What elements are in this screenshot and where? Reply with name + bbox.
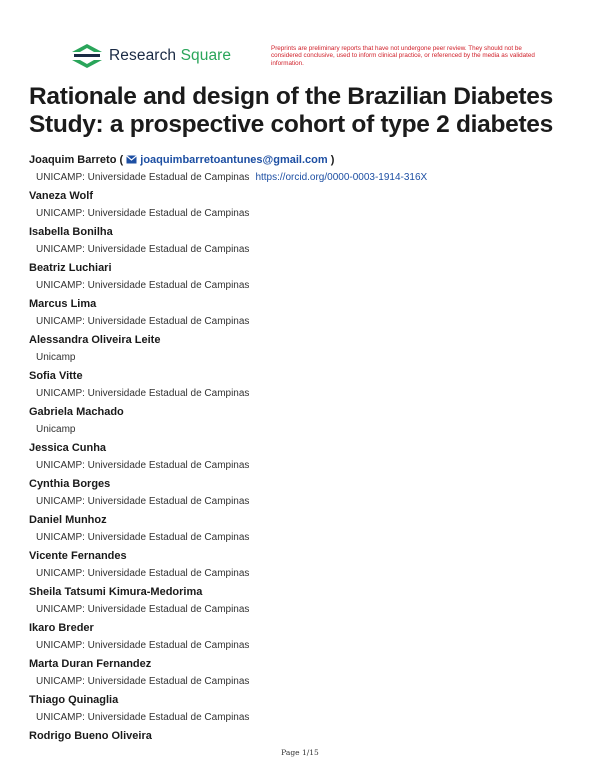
logo-word-research: Research bbox=[109, 47, 177, 64]
author-affiliation: UNICAMP: Universidade Estadual de Campinas bbox=[36, 532, 250, 543]
preprint-disclaimer: Preprints are preliminary reports that have not undergone peer review. They should not be considered conclusive, used to inform clinical practice, or referenced by the media as validated information. bbox=[271, 45, 535, 67]
author-entry bbox=[29, 475, 589, 511]
logo-wordmark bbox=[109, 47, 231, 65]
author-entry bbox=[29, 511, 589, 547]
email-open-paren: ( bbox=[119, 154, 124, 166]
author-affiliation: UNICAMP: Universidade Estadual de Campinas bbox=[36, 280, 250, 291]
author-affiliation: UNICAMP: Universidade Estadual de Campinas bbox=[36, 604, 250, 615]
author-name: Rodrigo Bueno Oliveira bbox=[29, 730, 152, 742]
page-number: Page 1/15 bbox=[281, 748, 319, 757]
author-name: Vicente Fernandes bbox=[29, 550, 127, 562]
author-entry bbox=[29, 367, 589, 403]
email-close-paren: ) bbox=[330, 154, 335, 166]
author-entry bbox=[29, 223, 589, 259]
author-affiliation: UNICAMP: Universidade Estadual de Campinas bbox=[36, 676, 250, 687]
author-name: Alessandra Oliveira Leite bbox=[29, 334, 161, 346]
author-name: Ikaro Breder bbox=[29, 622, 94, 634]
author-name: Gabriela Machado bbox=[29, 406, 124, 418]
author-list bbox=[29, 151, 589, 763]
author-entry bbox=[29, 547, 589, 583]
author-name: Daniel Munhoz bbox=[29, 514, 107, 526]
author-affiliation: UNICAMP: Universidade Estadual de Campinas bbox=[36, 460, 250, 471]
author-entry bbox=[29, 439, 589, 475]
logo-word-square: Square bbox=[180, 47, 232, 64]
author-affiliation: UNICAMP: Universidade Estadual de Campinas bbox=[36, 496, 250, 507]
research-square-logo[interactable] bbox=[72, 44, 231, 68]
author-name: Thiago Quinaglia bbox=[29, 694, 119, 706]
author-affiliation: UNICAMP: Universidade Estadual de Campinas bbox=[36, 568, 250, 579]
envelope-icon bbox=[126, 155, 137, 164]
author-affiliation: UNICAMP: Universidade Estadual de Campinas bbox=[36, 388, 250, 399]
author-entry bbox=[29, 403, 589, 439]
author-entry bbox=[29, 619, 589, 655]
author-name: Cynthia Borges bbox=[29, 478, 111, 490]
author-entry bbox=[29, 295, 589, 331]
author-name: Jessica Cunha bbox=[29, 442, 107, 454]
author-email-link[interactable]: joaquimbarretoantunes@gmail.com bbox=[140, 154, 328, 166]
author-entry bbox=[29, 331, 589, 367]
author-affiliation: UNICAMP: Universidade Estadual de Campinas bbox=[36, 244, 250, 255]
author-affiliation: Unicamp bbox=[36, 424, 76, 435]
author-entry bbox=[29, 655, 589, 691]
affiliation-text: UNICAMP: Universidade Estadual de Campinas bbox=[36, 172, 250, 183]
orcid-link[interactable]: https://orcid.org/0000-0003-1914-316X bbox=[255, 172, 428, 183]
author-name: Beatriz Luchiari bbox=[29, 262, 112, 274]
author-affiliation: UNICAMP: Universidade Estadual de Campinas bbox=[36, 316, 250, 327]
author-name: Marcus Lima bbox=[29, 298, 97, 310]
author-name: Marta Duran Fernandez bbox=[29, 658, 152, 670]
author-entry bbox=[29, 187, 589, 223]
author-entry bbox=[29, 691, 589, 727]
author-name: Vaneza Wolf bbox=[29, 190, 93, 202]
author-affiliation: UNICAMP: Universidade Estadual de Campinas bbox=[36, 712, 250, 723]
paper-title: Rationale and design of the Brazilian Diabetes Study: a prospective cohort of type 2 diabetes bbox=[29, 83, 553, 138]
author-name bbox=[29, 151, 589, 169]
research-square-logo-icon bbox=[72, 44, 102, 68]
author-affiliation: UNICAMP: Universidade Estadual de Campinas bbox=[36, 640, 250, 651]
author-name: Sofia Vitte bbox=[29, 370, 83, 382]
author-entry bbox=[29, 583, 589, 619]
author-entry bbox=[29, 259, 589, 295]
author-affiliation: Unicamp bbox=[36, 352, 76, 363]
author-name: Sheila Tatsumi Kimura-Medorima bbox=[29, 586, 203, 598]
corresponding-author-name: Joaquim Barreto bbox=[29, 154, 117, 166]
author-entry bbox=[29, 727, 589, 763]
author-affiliation: UNICAMP: Universidade Estadual de Campinas bbox=[36, 208, 250, 219]
author-affiliation bbox=[29, 169, 589, 187]
author-entry-corresponding bbox=[29, 151, 589, 187]
author-name: Isabella Bonilha bbox=[29, 226, 113, 238]
